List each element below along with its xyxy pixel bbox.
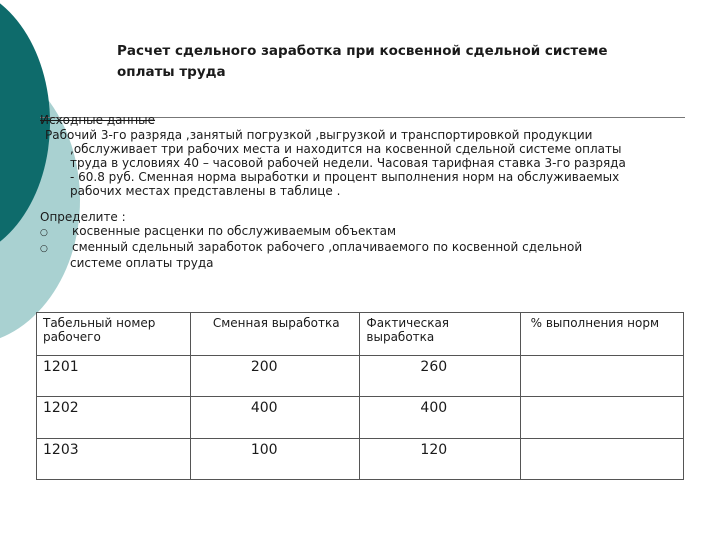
- task-item: [40, 240, 690, 256]
- cell-percent-completion: [520, 438, 683, 479]
- cell-percent-completion: [520, 356, 683, 397]
- table-header-row: [37, 313, 684, 356]
- bullet-circle-icon: ○: [40, 228, 48, 238]
- cell-employee-id: 1202: [37, 397, 191, 438]
- cell-percent-completion: [520, 397, 683, 438]
- paragraph-line: рабочих местах представлены в таблице .: [70, 184, 341, 198]
- cell-actual-output: 120: [360, 438, 520, 479]
- cell-actual-output: 260: [360, 356, 520, 397]
- cell-employee-id: 1203: [37, 438, 191, 479]
- slide-title-line-1: Расчет сдельного заработка при косвенной сдельной системе: [117, 43, 608, 59]
- task-section: [40, 210, 690, 270]
- table-row: [37, 397, 684, 438]
- cell-shift-norm: 100: [190, 438, 360, 479]
- task-header: Определите :: [40, 210, 126, 224]
- cell-actual-output: 400: [360, 397, 520, 438]
- output-table: [36, 312, 684, 480]
- paragraph-line: ,обслуживает три рабочих места и находится на косвенной сдельной системе оплаты: [70, 142, 622, 156]
- paragraph-line: Рабочий 3-го разряда ,занятый погрузкой ,выгрузкой и транспортировкой продукции: [45, 128, 593, 142]
- task-item-text: сменный сдельный заработок рабочего ,оплачиваемого по косвенной сдельной: [72, 240, 583, 254]
- source-data-paragraph: [40, 128, 690, 198]
- cell-shift-norm: 200: [190, 356, 360, 397]
- column-header-employee-id: Табельный номер рабочего: [37, 313, 191, 356]
- task-item: [40, 224, 690, 240]
- column-header-actual-output: Фактическая выработка: [360, 313, 520, 356]
- source-data-header: Исходные данные: [40, 113, 156, 127]
- task-item-text: косвенные расценки по обслуживаемым объектам: [72, 224, 397, 238]
- slide-title-line-2: оплаты труда: [117, 64, 226, 80]
- slide-title: [117, 41, 677, 83]
- column-header-percent-completion: % выполнения норм: [520, 313, 683, 356]
- column-header-shift-norm: Сменная выработка: [190, 313, 360, 356]
- cell-shift-norm: 400: [190, 397, 360, 438]
- table-row: [37, 356, 684, 397]
- bullet-circle-icon: ○: [40, 244, 48, 254]
- paragraph-line: - 60.8 руб. Сменная норма выработки и процент выполнения норм на обслуживаемых: [70, 170, 620, 184]
- table-row: [37, 438, 684, 479]
- task-item-continuation: системе оплаты труда: [70, 256, 214, 270]
- paragraph-line: труда в условиях 40 – часовой рабочей недели. Часовая тарифная ставка 3-го разряда: [70, 156, 626, 170]
- cell-employee-id: 1201: [37, 356, 191, 397]
